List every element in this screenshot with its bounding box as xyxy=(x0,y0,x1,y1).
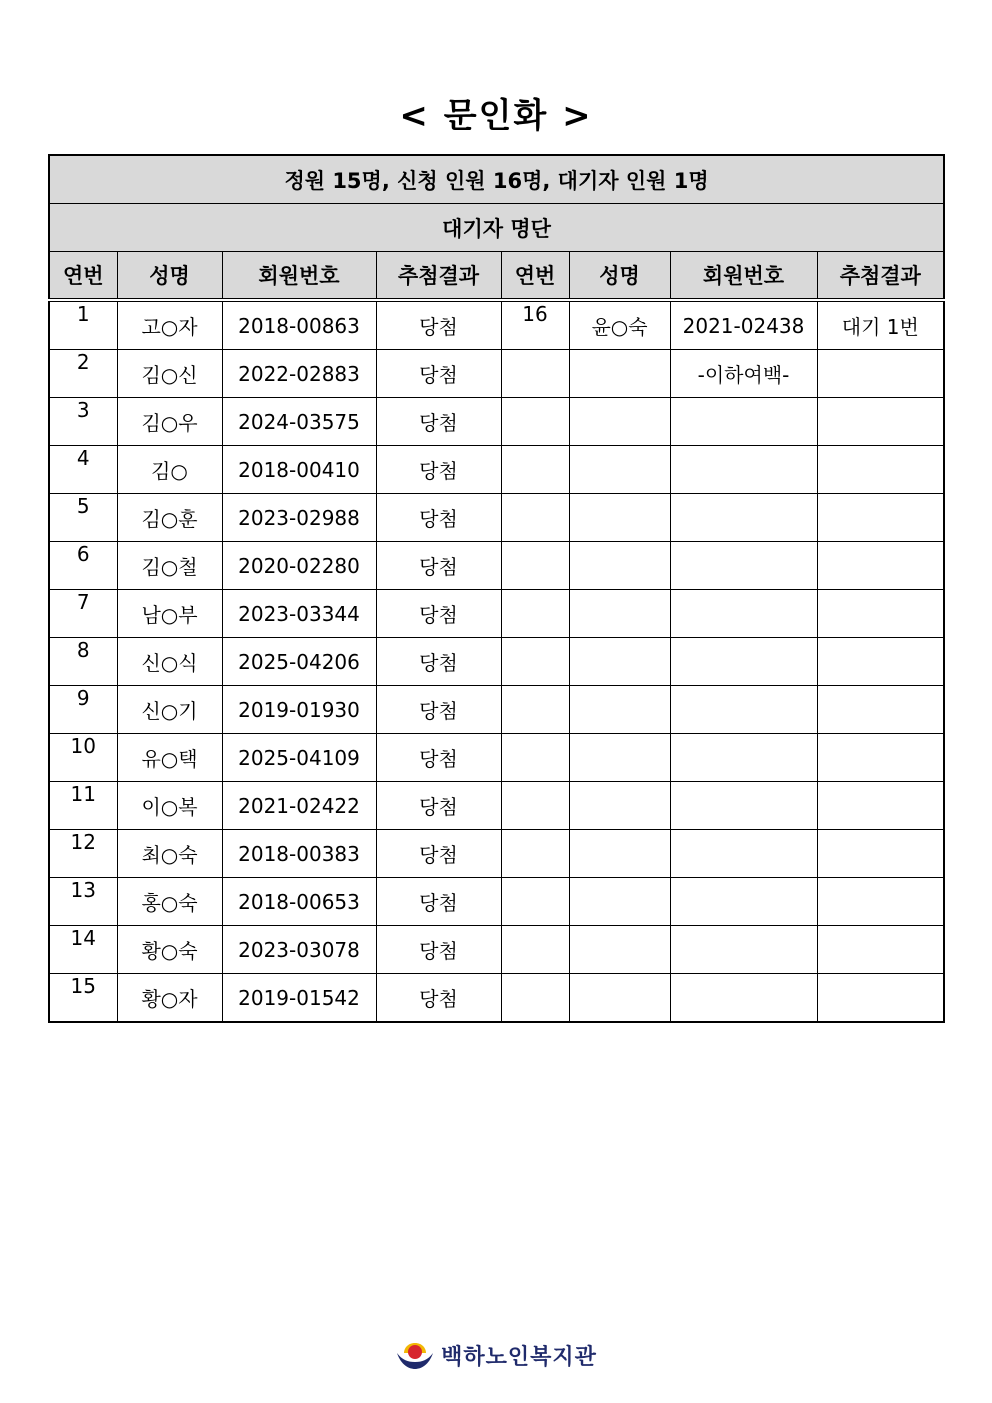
left-cell-result: 당첨 xyxy=(376,398,501,446)
left-cell-no: 10 xyxy=(49,734,117,782)
logo-emblem-icon xyxy=(395,1341,435,1371)
right-cell-member-id: 2021-02438 xyxy=(670,300,817,350)
right-cell-member-id xyxy=(670,398,817,446)
left-cell-member-id: 2019-01542 xyxy=(222,974,376,1023)
right-cell-no xyxy=(501,926,569,974)
right-cell-name xyxy=(569,926,670,974)
left-cell-name: 김○우 xyxy=(117,398,222,446)
right-cell-name xyxy=(569,446,670,494)
page-title: < 문인화 > xyxy=(399,96,593,136)
organization-logo xyxy=(0,1340,992,1371)
summary-text: 정원 15명, 신청 인원 16명, 대기자 인원 1명 xyxy=(49,155,944,204)
left-cell-member-id: 2018-00383 xyxy=(222,830,376,878)
table-row xyxy=(49,686,944,734)
table-row xyxy=(49,446,944,494)
right-cell-name xyxy=(569,542,670,590)
left-cell-result: 당첨 xyxy=(376,590,501,638)
left-cell-member-id: 2025-04109 xyxy=(222,734,376,782)
right-cell-member-id xyxy=(670,782,817,830)
right-cell-member-id xyxy=(670,878,817,926)
left-cell-result: 당첨 xyxy=(376,446,501,494)
right-cell-result xyxy=(817,398,944,446)
left-cell-member-id: 2018-00863 xyxy=(222,300,376,350)
table-row xyxy=(49,734,944,782)
right-cell-member-id xyxy=(670,734,817,782)
header-row xyxy=(49,252,944,301)
right-cell-no xyxy=(501,974,569,1023)
left-cell-member-id: 2022-02883 xyxy=(222,350,376,398)
right-cell-no xyxy=(501,686,569,734)
right-cell-name xyxy=(569,638,670,686)
right-cell-member-id xyxy=(670,638,817,686)
left-cell-no: 14 xyxy=(49,926,117,974)
table-row xyxy=(49,590,944,638)
right-cell-result xyxy=(817,350,944,398)
right-cell-no xyxy=(501,734,569,782)
table-row xyxy=(49,782,944,830)
right-cell-result: 대기 1번 xyxy=(817,300,944,350)
table-row xyxy=(49,830,944,878)
left-cell-result: 당첨 xyxy=(376,782,501,830)
right-cell-name: 윤○숙 xyxy=(569,300,670,350)
right-cell-name xyxy=(569,974,670,1023)
left-cell-no: 4 xyxy=(49,446,117,494)
header-name: 성명 xyxy=(569,252,670,301)
right-cell-name xyxy=(569,494,670,542)
left-cell-no: 8 xyxy=(49,638,117,686)
header-member-id: 회원번호 xyxy=(670,252,817,301)
left-cell-name: 고○자 xyxy=(117,300,222,350)
right-cell-no xyxy=(501,350,569,398)
table-row xyxy=(49,350,944,398)
left-cell-name: 신○기 xyxy=(117,686,222,734)
table-row xyxy=(49,398,944,446)
right-cell-result xyxy=(817,638,944,686)
left-cell-result: 당첨 xyxy=(376,974,501,1023)
left-cell-result: 당첨 xyxy=(376,350,501,398)
right-cell-name xyxy=(569,878,670,926)
left-cell-no: 5 xyxy=(49,494,117,542)
table-row xyxy=(49,878,944,926)
right-cell-result xyxy=(817,926,944,974)
left-cell-no: 11 xyxy=(49,782,117,830)
right-cell-result xyxy=(817,686,944,734)
right-cell-no xyxy=(501,638,569,686)
left-cell-name: 김○ xyxy=(117,446,222,494)
left-cell-result: 당첨 xyxy=(376,926,501,974)
left-cell-no: 1 xyxy=(49,300,117,350)
right-cell-member-id xyxy=(670,446,817,494)
left-cell-member-id: 2021-02422 xyxy=(222,782,376,830)
right-cell-name xyxy=(569,350,670,398)
right-cell-no: 16 xyxy=(501,300,569,350)
right-cell-no xyxy=(501,878,569,926)
left-cell-no: 15 xyxy=(49,974,117,1023)
left-cell-result: 당첨 xyxy=(376,734,501,782)
left-cell-member-id: 2018-00653 xyxy=(222,878,376,926)
right-cell-name xyxy=(569,734,670,782)
right-cell-member-id xyxy=(670,494,817,542)
header-member-id: 회원번호 xyxy=(222,252,376,301)
right-cell-result xyxy=(817,446,944,494)
left-cell-result: 당첨 xyxy=(376,830,501,878)
left-cell-name: 유○택 xyxy=(117,734,222,782)
right-cell-no xyxy=(501,542,569,590)
right-cell-name xyxy=(569,782,670,830)
right-cell-member-id xyxy=(670,830,817,878)
left-cell-member-id: 2018-00410 xyxy=(222,446,376,494)
table-row xyxy=(49,300,944,350)
roster-table xyxy=(48,154,945,1023)
left-cell-name: 김○철 xyxy=(117,542,222,590)
left-cell-name: 황○숙 xyxy=(117,926,222,974)
right-cell-member-id xyxy=(670,974,817,1023)
table-row xyxy=(49,494,944,542)
right-cell-no xyxy=(501,782,569,830)
right-cell-name xyxy=(569,830,670,878)
right-cell-result xyxy=(817,542,944,590)
left-cell-member-id: 2019-01930 xyxy=(222,686,376,734)
left-cell-result: 당첨 xyxy=(376,686,501,734)
right-cell-name xyxy=(569,398,670,446)
left-cell-member-id: 2023-02988 xyxy=(222,494,376,542)
right-cell-result xyxy=(817,734,944,782)
left-cell-result: 당첨 xyxy=(376,494,501,542)
left-cell-no: 9 xyxy=(49,686,117,734)
logo-text: 백하노인복지관 xyxy=(441,1344,597,1370)
table-row xyxy=(49,542,944,590)
right-cell-result xyxy=(817,974,944,1023)
left-cell-name: 홍○숙 xyxy=(117,878,222,926)
left-cell-member-id: 2023-03078 xyxy=(222,926,376,974)
left-cell-name: 이○복 xyxy=(117,782,222,830)
right-cell-no xyxy=(501,494,569,542)
header-no: 연번 xyxy=(49,252,117,301)
right-cell-result xyxy=(817,878,944,926)
left-cell-name: 김○훈 xyxy=(117,494,222,542)
header-no: 연번 xyxy=(501,252,569,301)
left-cell-result: 당첨 xyxy=(376,542,501,590)
table-row xyxy=(49,638,944,686)
right-cell-member-id xyxy=(670,686,817,734)
right-cell-no xyxy=(501,830,569,878)
left-cell-no: 3 xyxy=(49,398,117,446)
right-cell-name xyxy=(569,590,670,638)
waitlist-title: 대기자 명단 xyxy=(49,204,944,252)
right-cell-no xyxy=(501,590,569,638)
left-cell-result: 당첨 xyxy=(376,638,501,686)
right-cell-member-id xyxy=(670,542,817,590)
right-cell-name xyxy=(569,686,670,734)
left-cell-name: 김○신 xyxy=(117,350,222,398)
left-cell-name: 신○식 xyxy=(117,638,222,686)
table-row xyxy=(49,974,944,1023)
left-cell-result: 당첨 xyxy=(376,878,501,926)
right-cell-result xyxy=(817,782,944,830)
left-cell-result: 당첨 xyxy=(376,300,501,350)
table-row xyxy=(49,926,944,974)
header-result: 추첨결과 xyxy=(376,252,501,301)
left-cell-member-id: 2024-03575 xyxy=(222,398,376,446)
left-cell-no: 13 xyxy=(49,878,117,926)
left-cell-no: 7 xyxy=(49,590,117,638)
right-cell-result xyxy=(817,494,944,542)
right-cell-result xyxy=(817,830,944,878)
left-cell-name: 황○자 xyxy=(117,974,222,1023)
left-cell-no: 12 xyxy=(49,830,117,878)
left-cell-member-id: 2020-02280 xyxy=(222,542,376,590)
right-cell-result xyxy=(817,590,944,638)
left-cell-name: 최○숙 xyxy=(117,830,222,878)
right-cell-no xyxy=(501,398,569,446)
right-cell-member-id xyxy=(670,590,817,638)
header-result: 추첨결과 xyxy=(817,252,944,301)
left-cell-member-id: 2025-04206 xyxy=(222,638,376,686)
left-cell-no: 6 xyxy=(49,542,117,590)
left-cell-name: 남○부 xyxy=(117,590,222,638)
left-cell-member-id: 2023-03344 xyxy=(222,590,376,638)
header-name: 성명 xyxy=(117,252,222,301)
right-cell-member-id xyxy=(670,926,817,974)
left-cell-no: 2 xyxy=(49,350,117,398)
right-cell-no xyxy=(501,446,569,494)
right-cell-member-id: -이하여백- xyxy=(670,350,817,398)
